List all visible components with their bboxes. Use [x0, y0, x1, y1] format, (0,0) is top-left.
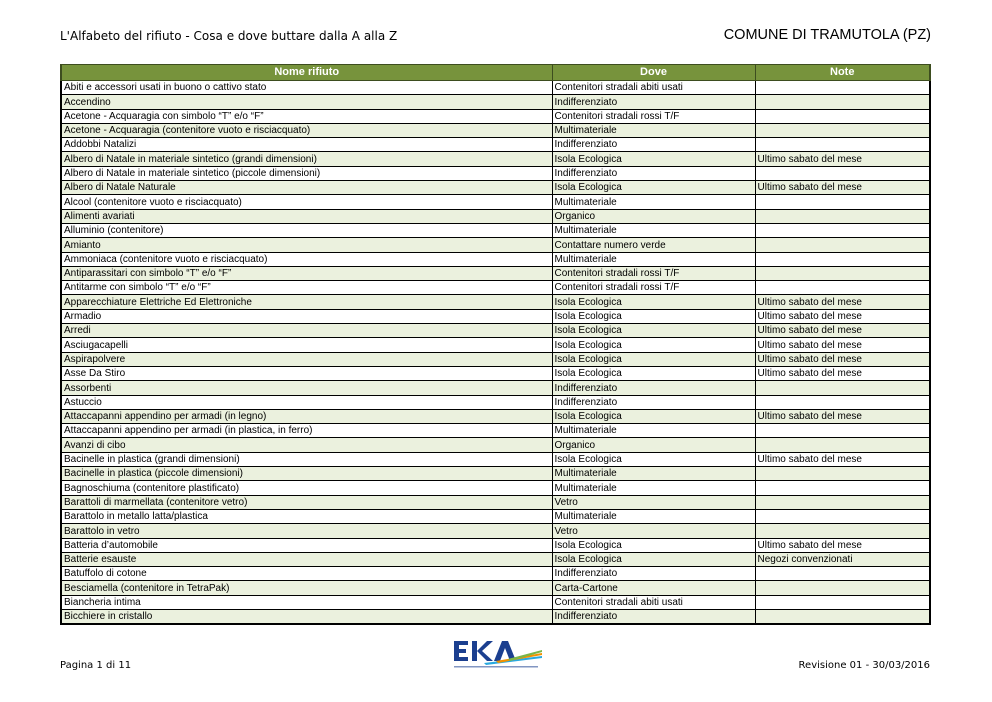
cell-nome: Avanzi di cibo [61, 438, 552, 452]
logo-letters [454, 641, 516, 661]
cell-dove: Isola Ecologica [552, 324, 755, 338]
cell-nome: Albero di Natale in materiale sintetico (grandi dimensioni) [61, 152, 552, 166]
cell-nome: Accendino [61, 95, 552, 109]
table-row [61, 581, 930, 595]
cell-nome: Attaccapanni appendino per armadi (in plastica, in ferro) [61, 424, 552, 438]
table-row [61, 266, 930, 280]
cell-dove: Multimateriale [552, 467, 755, 481]
cell-nome: Ammoniaca (contenitore vuoto e risciacquato) [61, 252, 552, 266]
cell-note [755, 209, 930, 223]
cell-nome: Acetone - Acquaragia (contenitore vuoto e risciacquato) [61, 123, 552, 137]
table-row [61, 552, 930, 566]
table-row [61, 395, 930, 409]
cell-note [755, 509, 930, 523]
table-row [61, 481, 930, 495]
cell-nome: Aspirapolvere [61, 352, 552, 366]
cell-dove: Indifferenziato [552, 567, 755, 581]
cell-note [755, 438, 930, 452]
cell-dove: Multimateriale [552, 123, 755, 137]
cell-nome: Barattoli di marmellata (contenitore vetro) [61, 495, 552, 509]
table-row [61, 295, 930, 309]
cell-dove: Indifferenziato [552, 166, 755, 180]
cell-note: Ultimo sabato del mese [755, 181, 930, 195]
cell-dove: Isola Ecologica [552, 409, 755, 423]
cell-dove: Multimateriale [552, 424, 755, 438]
cell-note: Ultimo sabato del mese [755, 352, 930, 366]
cell-dove: Vetro [552, 495, 755, 509]
table-row [61, 95, 930, 109]
cell-dove: Isola Ecologica [552, 181, 755, 195]
table-row [61, 138, 930, 152]
cell-dove: Indifferenziato [552, 95, 755, 109]
table-row [61, 123, 930, 137]
table-row [61, 366, 930, 380]
table-row [61, 195, 930, 209]
cell-note [755, 481, 930, 495]
cell-dove: Isola Ecologica [552, 452, 755, 466]
cell-nome: Batteria d’automobile [61, 538, 552, 552]
cell-note [755, 123, 930, 137]
table-row [61, 509, 930, 523]
cell-note: Ultimo sabato del mese [755, 152, 930, 166]
document-title: L'Alfabeto del rifiuto - Cosa e dove buttare dalla A alla Z [60, 29, 398, 43]
table-row [61, 209, 930, 223]
table-row [61, 324, 930, 338]
cell-note [755, 195, 930, 209]
cell-note [755, 609, 930, 624]
cell-dove: Multimateriale [552, 252, 755, 266]
cell-note: Ultimo sabato del mese [755, 409, 930, 423]
cell-dove: Isola Ecologica [552, 295, 755, 309]
cell-note [755, 567, 930, 581]
cell-dove: Isola Ecologica [552, 152, 755, 166]
cell-nome: Barattolo in vetro [61, 524, 552, 538]
cell-nome: Addobbi Natalizi [61, 138, 552, 152]
table-row [61, 538, 930, 552]
cell-note [755, 381, 930, 395]
cell-note [755, 424, 930, 438]
table-row [61, 495, 930, 509]
cell-dove: Indifferenziato [552, 395, 755, 409]
cell-nome: Albero di Natale Naturale [61, 181, 552, 195]
cell-nome: Batuffolo di cotone [61, 567, 552, 581]
cell-nome: Alcool (contenitore vuoto e risciacquato) [61, 195, 552, 209]
cell-nome: Bicchiere in cristallo [61, 609, 552, 624]
cell-nome: Asciugacapelli [61, 338, 552, 352]
cell-note [755, 81, 930, 95]
table-row [61, 609, 930, 624]
cell-note [755, 581, 930, 595]
cell-note [755, 138, 930, 152]
eka-logo-icon [450, 637, 544, 671]
column-header-dove: Dove [552, 65, 755, 81]
cell-nome: Bacinelle in plastica (piccole dimensioni) [61, 467, 552, 481]
table-row [61, 181, 930, 195]
cell-dove: Contenitori stradali abiti usati [552, 595, 755, 609]
column-header-nome: Nome rifiuto [61, 65, 552, 81]
cell-dove: Contenitori stradali rossi T/F [552, 266, 755, 280]
cell-nome: Bacinelle in plastica (grandi dimensioni) [61, 452, 552, 466]
cell-note [755, 395, 930, 409]
cell-note [755, 266, 930, 280]
cell-dove: Indifferenziato [552, 138, 755, 152]
cell-nome: Acetone - Acquaragia con simbolo “T” e/o “F” [61, 109, 552, 123]
table-body [61, 81, 930, 625]
cell-note [755, 109, 930, 123]
column-header-note: Note [755, 65, 930, 81]
cell-dove: Contenitori stradali rossi T/F [552, 109, 755, 123]
cell-nome: Armadio [61, 309, 552, 323]
cell-dove: Multimateriale [552, 223, 755, 237]
cell-note: Negozi convenzionati [755, 552, 930, 566]
cell-nome: Biancheria intima [61, 595, 552, 609]
municipality-title: COMUNE DI TRAMUTOLA (PZ) [723, 27, 931, 43]
revision-label: Revisione 01 - 30/03/2016 [798, 660, 930, 671]
cell-nome: Astuccio [61, 395, 552, 409]
cell-nome: Abiti e accessori usati in buono o cattivo stato [61, 81, 552, 95]
cell-note [755, 495, 930, 509]
table-row [61, 524, 930, 538]
cell-dove: Contenitori stradali rossi T/F [552, 281, 755, 295]
cell-dove: Vetro [552, 524, 755, 538]
cell-nome: Besciamella (contenitore in TetraPak) [61, 581, 552, 595]
table-header-row [61, 65, 930, 81]
table-row [61, 424, 930, 438]
cell-note [755, 467, 930, 481]
cell-note: Ultimo sabato del mese [755, 452, 930, 466]
table-row [61, 309, 930, 323]
cell-nome: Antiparassitari con simbolo “T” e/o “F” [61, 266, 552, 280]
table-row [61, 352, 930, 366]
cell-dove: Organico [552, 438, 755, 452]
cell-note: Ultimo sabato del mese [755, 309, 930, 323]
page-number: Pagina 1 di 11 [60, 660, 132, 671]
table-row [61, 452, 930, 466]
table-row [61, 223, 930, 237]
cell-nome: Alimenti avariati [61, 209, 552, 223]
cell-nome: Amianto [61, 238, 552, 252]
table-row [61, 438, 930, 452]
cell-nome: Asse Da Stiro [61, 366, 552, 380]
table-row [61, 238, 930, 252]
table-row [61, 81, 930, 95]
cell-note [755, 595, 930, 609]
cell-note: Ultimo sabato del mese [755, 338, 930, 352]
cell-dove: Multimateriale [552, 509, 755, 523]
logo-tagline [454, 666, 538, 668]
cell-note [755, 252, 930, 266]
table-row [61, 381, 930, 395]
cell-dove: Indifferenziato [552, 609, 755, 624]
cell-dove: Contattare numero verde [552, 238, 755, 252]
table-row [61, 567, 930, 581]
cell-nome: Bagnoschiuma (contenitore plastificato) [61, 481, 552, 495]
table-row [61, 109, 930, 123]
table-row [61, 595, 930, 609]
cell-nome: Batterie esauste [61, 552, 552, 566]
table-row [61, 166, 930, 180]
cell-note [755, 524, 930, 538]
cell-nome: Apparecchiature Elettriche Ed Elettroniche [61, 295, 552, 309]
cell-dove: Isola Ecologica [552, 366, 755, 380]
table-row [61, 281, 930, 295]
table-row [61, 252, 930, 266]
waste-table [60, 64, 931, 625]
cell-note [755, 238, 930, 252]
cell-nome: Barattolo in metallo latta/plastica [61, 509, 552, 523]
cell-note [755, 166, 930, 180]
cell-dove: Multimateriale [552, 481, 755, 495]
cell-note [755, 223, 930, 237]
cell-note [755, 281, 930, 295]
cell-nome: Albero di Natale in materiale sintetico (piccole dimensioni) [61, 166, 552, 180]
cell-dove: Isola Ecologica [552, 538, 755, 552]
cell-note: Ultimo sabato del mese [755, 538, 930, 552]
cell-nome: Arredi [61, 324, 552, 338]
cell-nome: Alluminio (contenitore) [61, 223, 552, 237]
cell-dove: Contenitori stradali abiti usati [552, 81, 755, 95]
cell-dove: Isola Ecologica [552, 309, 755, 323]
cell-note: Ultimo sabato del mese [755, 295, 930, 309]
cell-dove: Indifferenziato [552, 381, 755, 395]
cell-nome: Antitarme con simbolo “T” e/o “F” [61, 281, 552, 295]
cell-note [755, 95, 930, 109]
cell-nome: Assorbenti [61, 381, 552, 395]
table-row [61, 338, 930, 352]
table-row [61, 409, 930, 423]
cell-note: Ultimo sabato del mese [755, 366, 930, 380]
table-row [61, 152, 930, 166]
cell-dove: Isola Ecologica [552, 352, 755, 366]
cell-dove: Multimateriale [552, 195, 755, 209]
cell-dove: Isola Ecologica [552, 552, 755, 566]
cell-dove: Carta-Cartone [552, 581, 755, 595]
cell-note: Ultimo sabato del mese [755, 324, 930, 338]
cell-dove: Organico [552, 209, 755, 223]
table-row [61, 467, 930, 481]
cell-nome: Attaccapanni appendino per armadi (in legno) [61, 409, 552, 423]
cell-dove: Isola Ecologica [552, 338, 755, 352]
